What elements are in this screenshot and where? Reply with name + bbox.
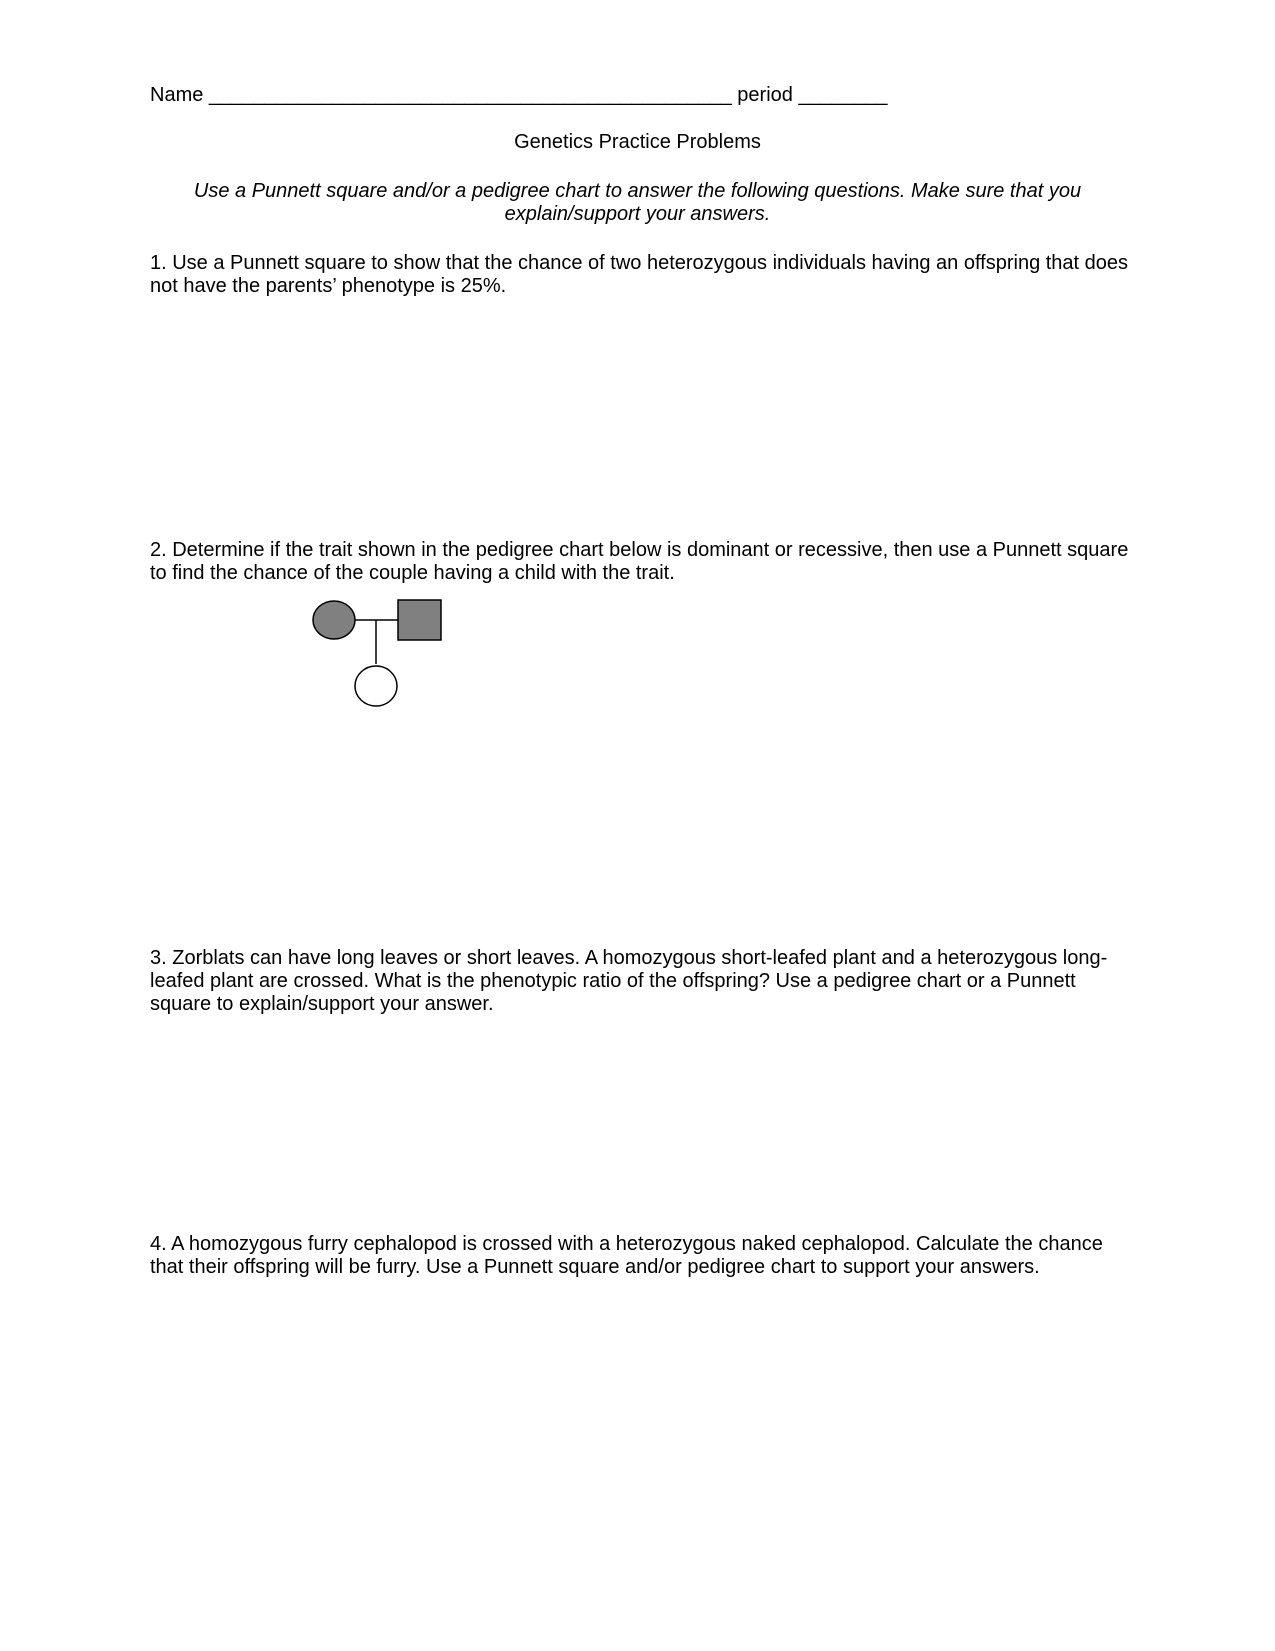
- question-3: 3. Zorblats can have long leaves or short leaves. A homozygous short-leafed plant and a heterozygous long-leafed plant are crossed. What is the phenotypic ratio of the offspring? Use a pedigree chart or a Punnett square to explain/support your answer.: [150, 947, 1108, 1015]
- pedigree-father-affected: [398, 600, 441, 640]
- pedigree-chart: [310, 598, 450, 718]
- name-blank[interactable]: _______________________________________________: [208, 84, 732, 106]
- name-period-line: [150, 84, 887, 107]
- pedigree-mother-affected: [313, 601, 355, 639]
- question-2: 2. Determine if the trait shown in the pedigree chart below is dominant or recessive, then use a Punnett square to find the chance of the couple having a child with the trait.: [150, 539, 1129, 584]
- question-1: 1. Use a Punnett square to show that the chance of two heterozygous individuals having an offspring that does not have the parents’ phenotype is 25%.: [150, 252, 1129, 297]
- name-label: Name: [150, 84, 204, 106]
- period-blank[interactable]: ________: [798, 84, 888, 106]
- page-title: Genetics Practice Problems: [514, 131, 761, 153]
- question-4: 4. A homozygous furry cephalopod is crossed with a heterozygous naked cephalopod. Calculate the chance that their offspring will be furry. Use a Punnett square and/or pedigree chart to support your answers.: [150, 1233, 1103, 1278]
- pedigree-child-unaffected: [355, 666, 397, 706]
- period-label: period: [737, 84, 793, 106]
- instructions: Use a Punnett square and/or a pedigree chart to answer the following questions. Make sure that you explain/support your answers.: [193, 180, 1082, 225]
